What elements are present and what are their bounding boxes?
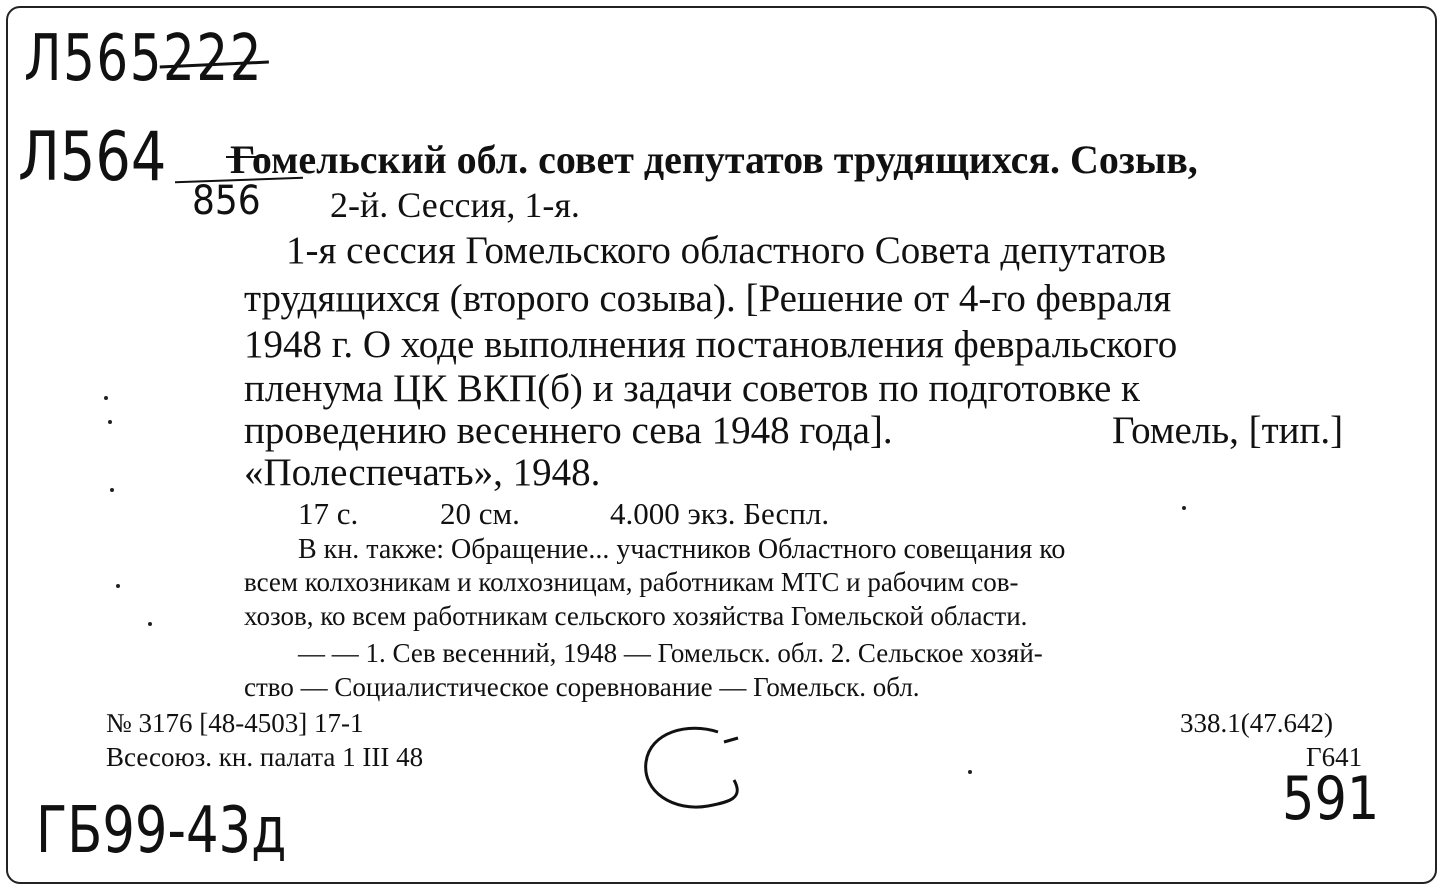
body-line-5: проведению весеннего сева 1948 года]. [244, 409, 893, 452]
body-line-6: «Полеспечать», 1948. [244, 451, 601, 494]
note-line-5: ство — Социалистическое соревнование — Гомельск. обл. [244, 672, 920, 702]
scan-speck [148, 622, 152, 626]
scan-speck [108, 420, 112, 424]
footer-author-mark: Г641 [1306, 742, 1363, 772]
note-line-2: всем колхозникам и колхозницам, работникам МТС и рабочим сов- [244, 567, 1019, 597]
body-line-4: пленума ЦК ВКП(б) и задачи советов по подготовке к [244, 367, 1140, 410]
collation-pages: 17 с. [298, 496, 359, 531]
handwritten-number-right: 591 [1282, 764, 1380, 834]
footer-chamber: Всесоюз. кн. палата 1 III 48 [106, 742, 424, 772]
footer-udc: 338.1(47.642) [1180, 708, 1333, 738]
handwritten-shelfmark-second: Л564 [18, 118, 167, 197]
scan-speck [116, 584, 120, 588]
body-line-3: 1948 г. О ходе выполнения постановления февральского [244, 323, 1178, 366]
heading-line-1: Гомельский обл. совет депутатов трудящихся. Созыв, [230, 137, 1198, 182]
note-line-3: хозов, ко всем работникам сельского хозяйства Гомельской области. [244, 601, 1028, 631]
footer-registration-number: № 3176 [48-4503] 17-1 [106, 708, 364, 738]
scan-speck [110, 488, 114, 492]
scan-speck [968, 770, 972, 774]
shelfmark-top-text: Л565 [24, 22, 164, 96]
heading-line-2: 2-й. Сессия, 1-я. [330, 185, 580, 225]
stamp-outline [638, 718, 768, 818]
scan-speck [1182, 506, 1186, 510]
body-line-2: трудящихся (второго созыва). [Решение от 4-го февраля [244, 277, 1172, 320]
note-line-4: — — 1. Сев весенний, 1948 — Гомельск. обл. 2. Сельское хозяй- [298, 638, 1043, 668]
scan-speck [104, 396, 108, 400]
collation-copies: 4.000 экз. Беспл. [610, 496, 830, 531]
handwritten-shelfmark-sub: 856 [192, 178, 261, 224]
collation-size: 20 см. [440, 496, 520, 531]
note-line-1: В кн. также: Обращение... участников Областного совещания ко [298, 534, 1066, 565]
struck-number: 222 [163, 22, 264, 96]
body-line-5-place: Гомель, [тип.] [1112, 409, 1344, 452]
handwritten-inventory-bottom: ГБ99-43д [36, 794, 287, 868]
body-line-1: 1-я сессия Гомельского областного Совета депутатов [286, 229, 1167, 272]
handwritten-shelfmark-top [24, 22, 263, 96]
